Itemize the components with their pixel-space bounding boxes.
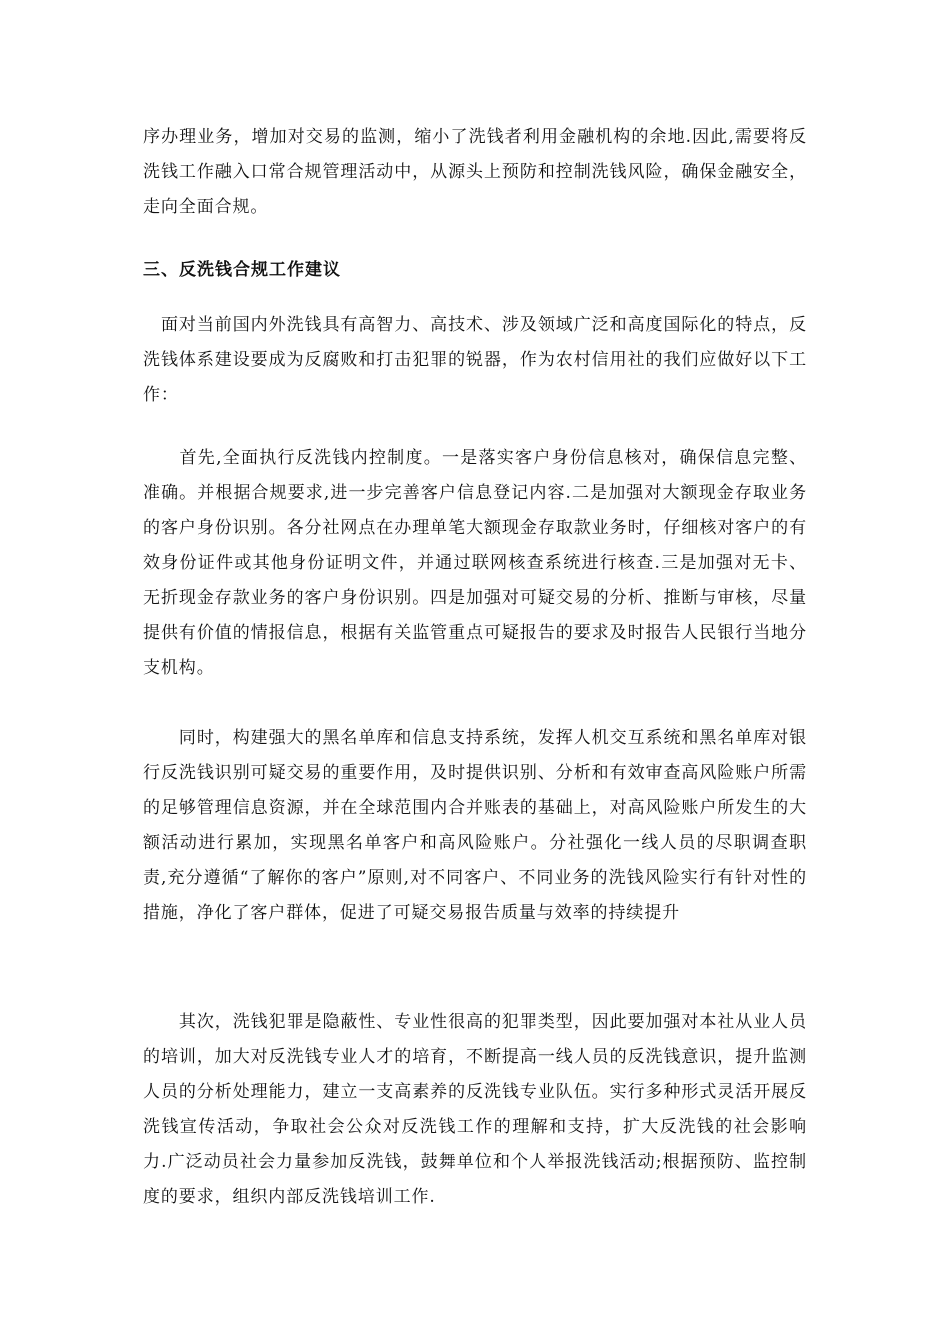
paragraph-intro-continuation: 序办理业务，增加对交易的监测，缩小了洗钱者利用金融机构的余地.因此,需要将反洗钱工作融入口常合规管理活动中，从源头上预防和控制洗钱风险，确保金融安全，走向全面合规。 — [143, 127, 807, 217]
paragraph-overview: 面对当前国内外洗钱具有高智力、高技术、涉及领域广泛和高度国际化的特点，反洗钱体系建设要成为反腐败和打击犯罪的锐器，作为农村信用社的我们应做好以下工作： — [143, 315, 807, 405]
paragraph-blacklist-system: 同时，构建强大的黑名单库和信息支持系统，发挥人机交互系统和黑名单库对银行反洗钱识别可疑交易的重要作用，及时提供识别、分析和有效审查高风险账户所需的足够管理信息资源，并在全球范围内合并账表的基础上，对高风险账户所发生的大额活动进行累加，实现黑名单客户和高风险账户。分社强化一线人员的尽职调查职责,充分遵循“了解你的客户”原则,对不同客户、不同业务的洗钱风险实行有针对性的措施，净化了客户群体，促进了可疑交易报告质量与效率的持续提升 — [143, 728, 807, 923]
paragraph-training: 其次，洗钱犯罪是隐蔽性、专业性很高的犯罪类型，因此要加强对本社从业人员的培训，加大对反洗钱专业人才的培育，不断提高一线人员的反洗钱意识，提升监测人员的分析处理能力，建立一支高素养的反洗钱专业队伍。实行多种形式灵活开展反洗钱宣传活动，争取社会公众对反洗钱工作的理解和支持，扩大反洗钱的社会影响力.广泛动员社会力量参加反洗钱，鼓舞单位和个人举报洗钱活动;根据预防、监控制度的要求，组织内部反洗钱培训工作. — [143, 1012, 807, 1207]
paragraph-first-measure: 首先,全面执行反洗钱内控制度。一是落实客户身份信息核对，确保信息完整、准确。并根据合规要求,进一步完善客户信息登记内容.二是加强对大额现金存取业务的客户身份识别。各分社网点在办理单笔大额现金存取款业务时，仔细核对客户的有效身份证件或其他身份证明文件，并通过联网核查系统进行核查.三是加强对无卡、无折现金存款业务的客户身份识别。四是加强对可疑交易的分析、推断与审核，尽量提供有价值的情报信息，根据有关监管重点可疑报告的要求及时报告人民银行当地分支机构。 — [143, 448, 807, 678]
section-heading: 三、反洗钱合规工作建议 — [143, 260, 341, 280]
